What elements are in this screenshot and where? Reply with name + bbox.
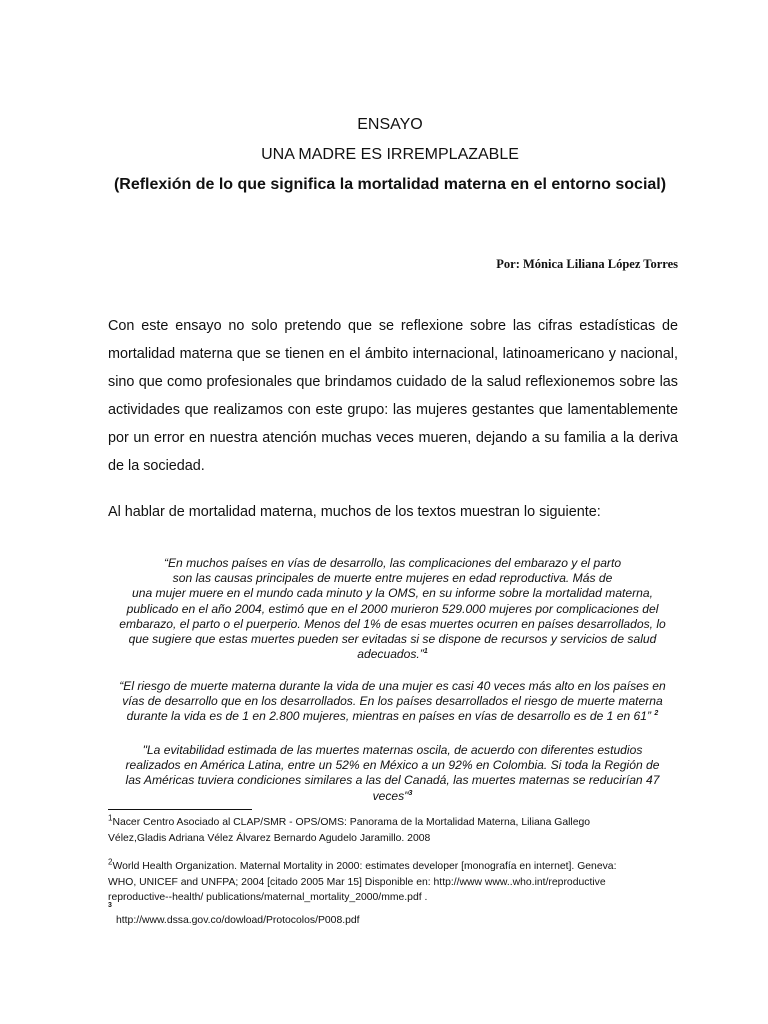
block-quote-1 [100,556,685,662]
footnote-3-url[interactable]: http://www.dssa.gov.co/dowload/Protocolos/P008.pdf [116,915,360,926]
quote-line: vías de desarrollo que en los desarrollados. En los países desarrollados el riesgo de muerte materna [122,694,663,709]
footnote-line: WHO, UNICEF and UNFPA; 2004 [citado 2005 Mar 15] Disponible en: http://www www..who.int/reproductive [108,876,606,888]
footnote-line: Nacer Centro Asociado al CLAP/SMR - OPS/OMS: Panorama de la Mortalidad Materna, Liliana Gallego [112,817,591,828]
title-block [90,110,690,200]
quote-line: durante la vida es de 1 en 2.800 mujeres, mientras en países en vías de desarrollo es de 1 en 61” [126,709,652,724]
footnote-number: 1 [108,813,113,823]
body-paragraph-1: Con este ensayo no solo pretendo que se reflexione sobre las cifras estadísticas de mortalidad materna que se tienen en el ámbito internacional, latinoamericano y nacional, sino que como profesionales que brindamos cuidado de la salud reflexionemos sobre las actividades que realizamos con este grupo: las mujeres gestantes que lamentablemente por un error en nuestra atención muchas veces mueren, dejando a su familia a la deriva de la sociedad. [108,318,678,474]
block-quote-3 [100,743,685,804]
quote-line: realizados en América Latina, entre un 52% en México a un 92% en Colombia. Si toda la Región de [125,758,660,773]
quote-line: las Américas tuviera condiciones similares a las del Canadá, las muertes maternas se reducirían 47 [125,773,660,788]
footnote-line: World Health Organization. Maternal Mortality in 2000: estimates developer [monografía en internet]. Geneva: [112,861,617,872]
quote-line: una mujer muere en el mundo cada minuto y la OMS, en su informe sobre la mortalidad materna, [132,586,653,601]
essay-label: ENSAYO [357,116,423,133]
footnote-ref-3[interactable]: 3 [408,789,413,797]
footnote-1 [108,815,693,846]
quote-last-line [100,709,685,724]
footnote-2 [108,859,693,906]
footnote-number: 2 [108,857,113,867]
footnote-ref-2[interactable]: 2 [654,710,659,718]
quote-line: adecuados.” [357,647,424,662]
quote-last-line [100,647,685,662]
essay-subtitle: (Reflexión de lo que significa la mortalidad materna en el entorno social) [113,176,667,193]
essay-title: UNA MADRE ES IRREMPLAZABLE [261,146,519,163]
footnote-line: Vélez,Gladis Adriana Vélez Álvarez Bernardo Agudelo Jaramillo. 2008 [108,832,431,844]
quote-line: veces" [372,788,409,803]
quote-line: "La evitabilidad estimada de las muertes maternas oscila, de acuerdo con diferentes estudios [142,743,643,757]
footnote-line: reproductive--health/ publications/maternal_mortality_2000/mme.pdf . [108,892,428,903]
quote-line: son las causas principales de muerte entre mujeres en edad reproductiva. Más de [172,571,613,586]
footnote-3-number: 3 [108,902,112,909]
footnote-separator [108,809,252,810]
quote-line: “En muchos países en vías de desarrollo, las complicaciones del embarazo y el parto [163,556,622,570]
body-paragraph-2: Al hablar de mortalidad materna, muchos de los textos muestran lo siguiente: [108,504,601,520]
quote-last-line [100,789,685,804]
quote-line: publicado en el año 2004, estimó que en el 2000 murieron 529.000 mujeres por complicaciones del [126,601,659,616]
quote-line: que sugiere que estas muertes pueden ser evitadas si se dispone de recursos y servicios de salud [128,632,657,647]
quote-line: embarazo, el parto o el puerperio. Menos del 1% de esas muertes ocurren en países desarrollados, lo [119,616,666,631]
author-byline: Por: Mónica Liliana López Torres [496,257,678,271]
block-quote-2 [100,679,685,725]
quote-line: “El riesgo de muerte materna durante la vida de una mujer es casi 40 veces más alto en los países en [119,679,666,693]
footnote-ref-1[interactable]: 1 [423,648,428,656]
